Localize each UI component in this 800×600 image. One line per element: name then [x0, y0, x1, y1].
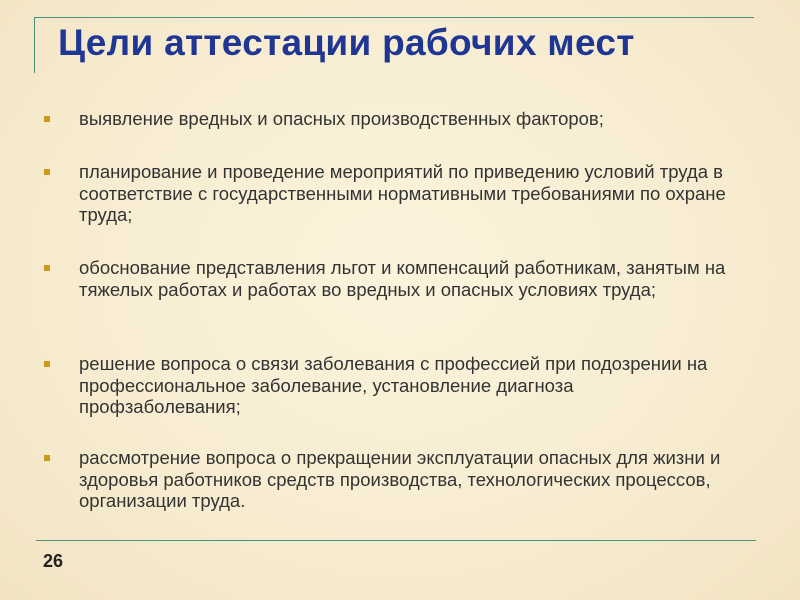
slide-title: Цели аттестации рабочих мест: [58, 22, 635, 63]
list-item-text: рассмотрение вопроса о прекращении эксплуатации опасных для жизни и здоровья работников средств производства, технологических процессов, организации труда.: [79, 447, 721, 511]
list-item-text: выявление вредных и опасных производственных факторов;: [79, 108, 604, 129]
square-bullet-icon: [44, 361, 50, 367]
square-bullet-icon: [44, 265, 50, 271]
page-number: 26: [43, 551, 64, 571]
footer-rule: [36, 540, 756, 541]
square-bullet-icon: [44, 455, 50, 461]
list-item-text: обоснование представления льгот и компенсаций работникам, занятым на тяжелых работах и работах во вредных и опасных условиях труда;: [79, 257, 726, 300]
list-item-text: планирование и проведение мероприятий по приведению условий труда в соответствие с государственными нормативными требованиями по охране труда;: [79, 161, 726, 225]
square-bullet-icon: [44, 169, 50, 175]
square-bullet-icon: [44, 116, 50, 122]
title-vertical-rule: [34, 17, 35, 73]
list-item-text: решение вопроса о связи заболевания с профессией при подозрении на профессиональное заболевание, установление диагноза профзаболевания;: [79, 353, 708, 417]
title-horizontal-rule: [34, 17, 754, 18]
